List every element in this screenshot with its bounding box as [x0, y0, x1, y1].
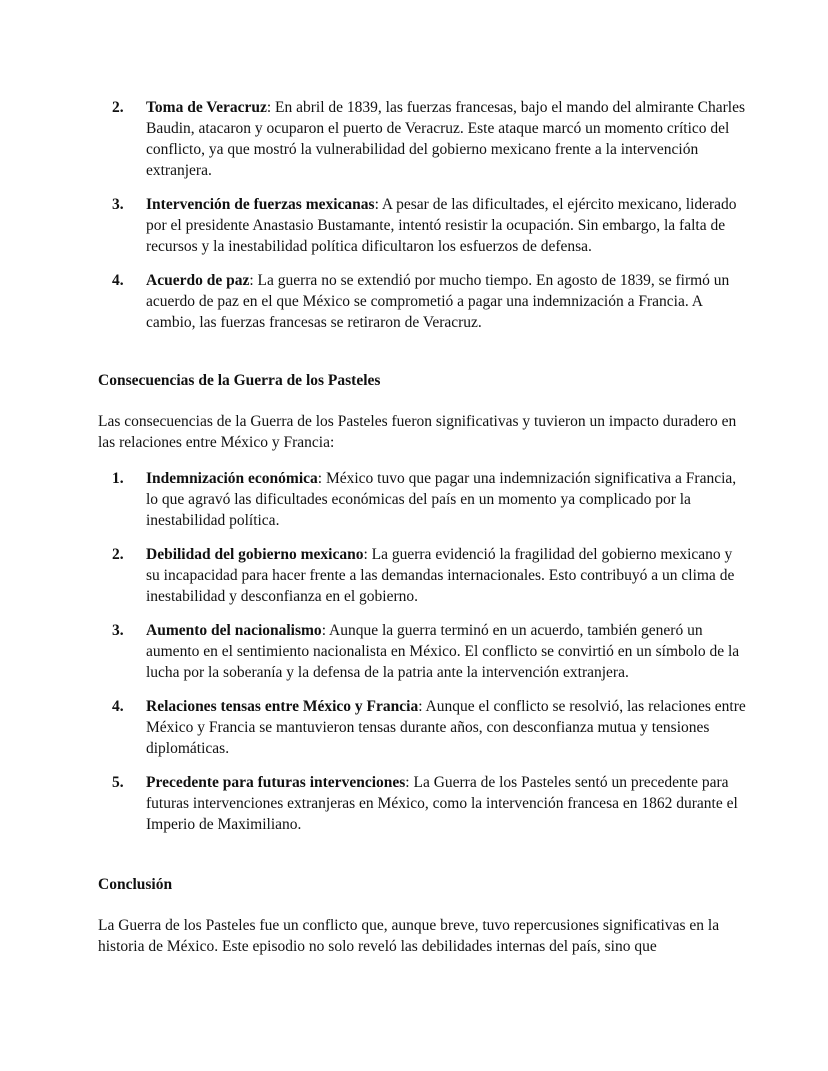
conclusion-heading: Conclusión — [98, 876, 173, 893]
item-title: Debilidad del gobierno mexicano — [146, 546, 364, 563]
item-title: Indemnización económica — [146, 470, 318, 487]
item-title: Relaciones tensas entre México y Francia — [146, 698, 419, 715]
item-body: : Aunque la guerra terminó en un acuerdo, también generó un aumento en el sentimiento nacionalista en México. El conflicto se convirtió en un símbolo de la lucha por la soberanía y la defensa de la patria ante la intervención extranjera. — [146, 622, 740, 681]
item-number: 3. — [112, 196, 124, 213]
list-item — [98, 194, 748, 257]
item-number: 2. — [112, 546, 124, 563]
item-number: 5. — [112, 774, 124, 791]
list-item — [98, 97, 748, 181]
item-text — [146, 97, 748, 181]
item-number: 2. — [112, 99, 124, 116]
item-body: : La guerra evidenció la fragilidad del gobierno mexicano y su incapacidad para hacer frente a las demandas internacionales. Esto contribuyó a un clima de inestabilidad y desconfianza en el gobierno. — [146, 546, 735, 605]
item-title: Toma de Veracruz — [146, 99, 267, 116]
consequences-list — [98, 468, 748, 848]
list-item — [98, 696, 748, 759]
events-list — [98, 97, 748, 346]
item-title: Intervención de fuerzas mexicanas — [146, 196, 375, 213]
item-body: : México tuvo que pagar una indemnización significativa a Francia, lo que agravó las dificultades económicas del país en un momento ya complicado por la inestabilidad política. — [146, 470, 737, 529]
list-item — [98, 544, 748, 607]
item-text — [146, 620, 748, 683]
item-text — [146, 270, 748, 333]
item-text — [146, 194, 748, 257]
item-title: Precedente para futuras intervenciones — [146, 774, 406, 791]
section-intro: Las consecuencias de la Guerra de los Pasteles fueron significativas y tuvieron un impacto duradero en las relaciones entre México y Francia: — [98, 413, 737, 451]
item-text — [146, 696, 748, 759]
item-number: 4. — [112, 272, 124, 289]
item-body: : En abril de 1839, las fuerzas francesas, bajo el mando del almirante Charles Baudin, atacaron y ocuparon el puerto de Veracruz. Este ataque marcó un momento crítico del conflicto, ya que mostró la vulnerabilidad del gobierno mexicano frente a la intervención extranjera. — [146, 99, 746, 179]
item-title: Aumento del nacionalismo — [146, 622, 322, 639]
item-body: : La Guerra de los Pasteles sentó un precedente para futuras intervenciones extranjeras en México, como la intervención francesa en 1862 durante el Imperio de Maximiliano. — [146, 774, 738, 833]
list-item — [98, 468, 748, 531]
item-text — [146, 772, 748, 835]
list-item — [98, 620, 748, 683]
conclusion-text: La Guerra de los Pasteles fue un conflicto que, aunque breve, tuvo repercusiones significativas en la historia de México. Este episodio no solo reveló las debilidades internas del país, sino que — [98, 917, 720, 955]
item-text — [146, 468, 748, 531]
item-body: : La guerra no se extendió por mucho tiempo. En agosto de 1839, se firmó un acuerdo de paz en el que México se comprometió a pagar una indemnización a Francia. A cambio, las fuerzas francesas se retiraron de Veracruz. — [146, 272, 730, 331]
list-item — [98, 270, 748, 333]
item-body: : Aunque el conflicto se resolvió, las relaciones entre México y Francia se mantuvieron tensas durante años, con desconfianza mutua y tensiones diplomáticas. — [146, 698, 746, 757]
list-item — [98, 772, 748, 835]
item-number: 4. — [112, 698, 124, 715]
item-number: 3. — [112, 622, 124, 639]
section-heading: Consecuencias de la Guerra de los Pasteles — [98, 372, 381, 389]
item-text — [146, 544, 748, 607]
item-number: 1. — [112, 470, 124, 487]
item-title: Acuerdo de paz — [146, 272, 250, 289]
item-body: : A pesar de las dificultades, el ejército mexicano, liderado por el presidente Anastasio Bustamante, intentó resistir la ocupación. Sin embargo, la falta de recursos y la inestabilidad política dificultaron los esfuerzos de defensa. — [146, 196, 737, 255]
